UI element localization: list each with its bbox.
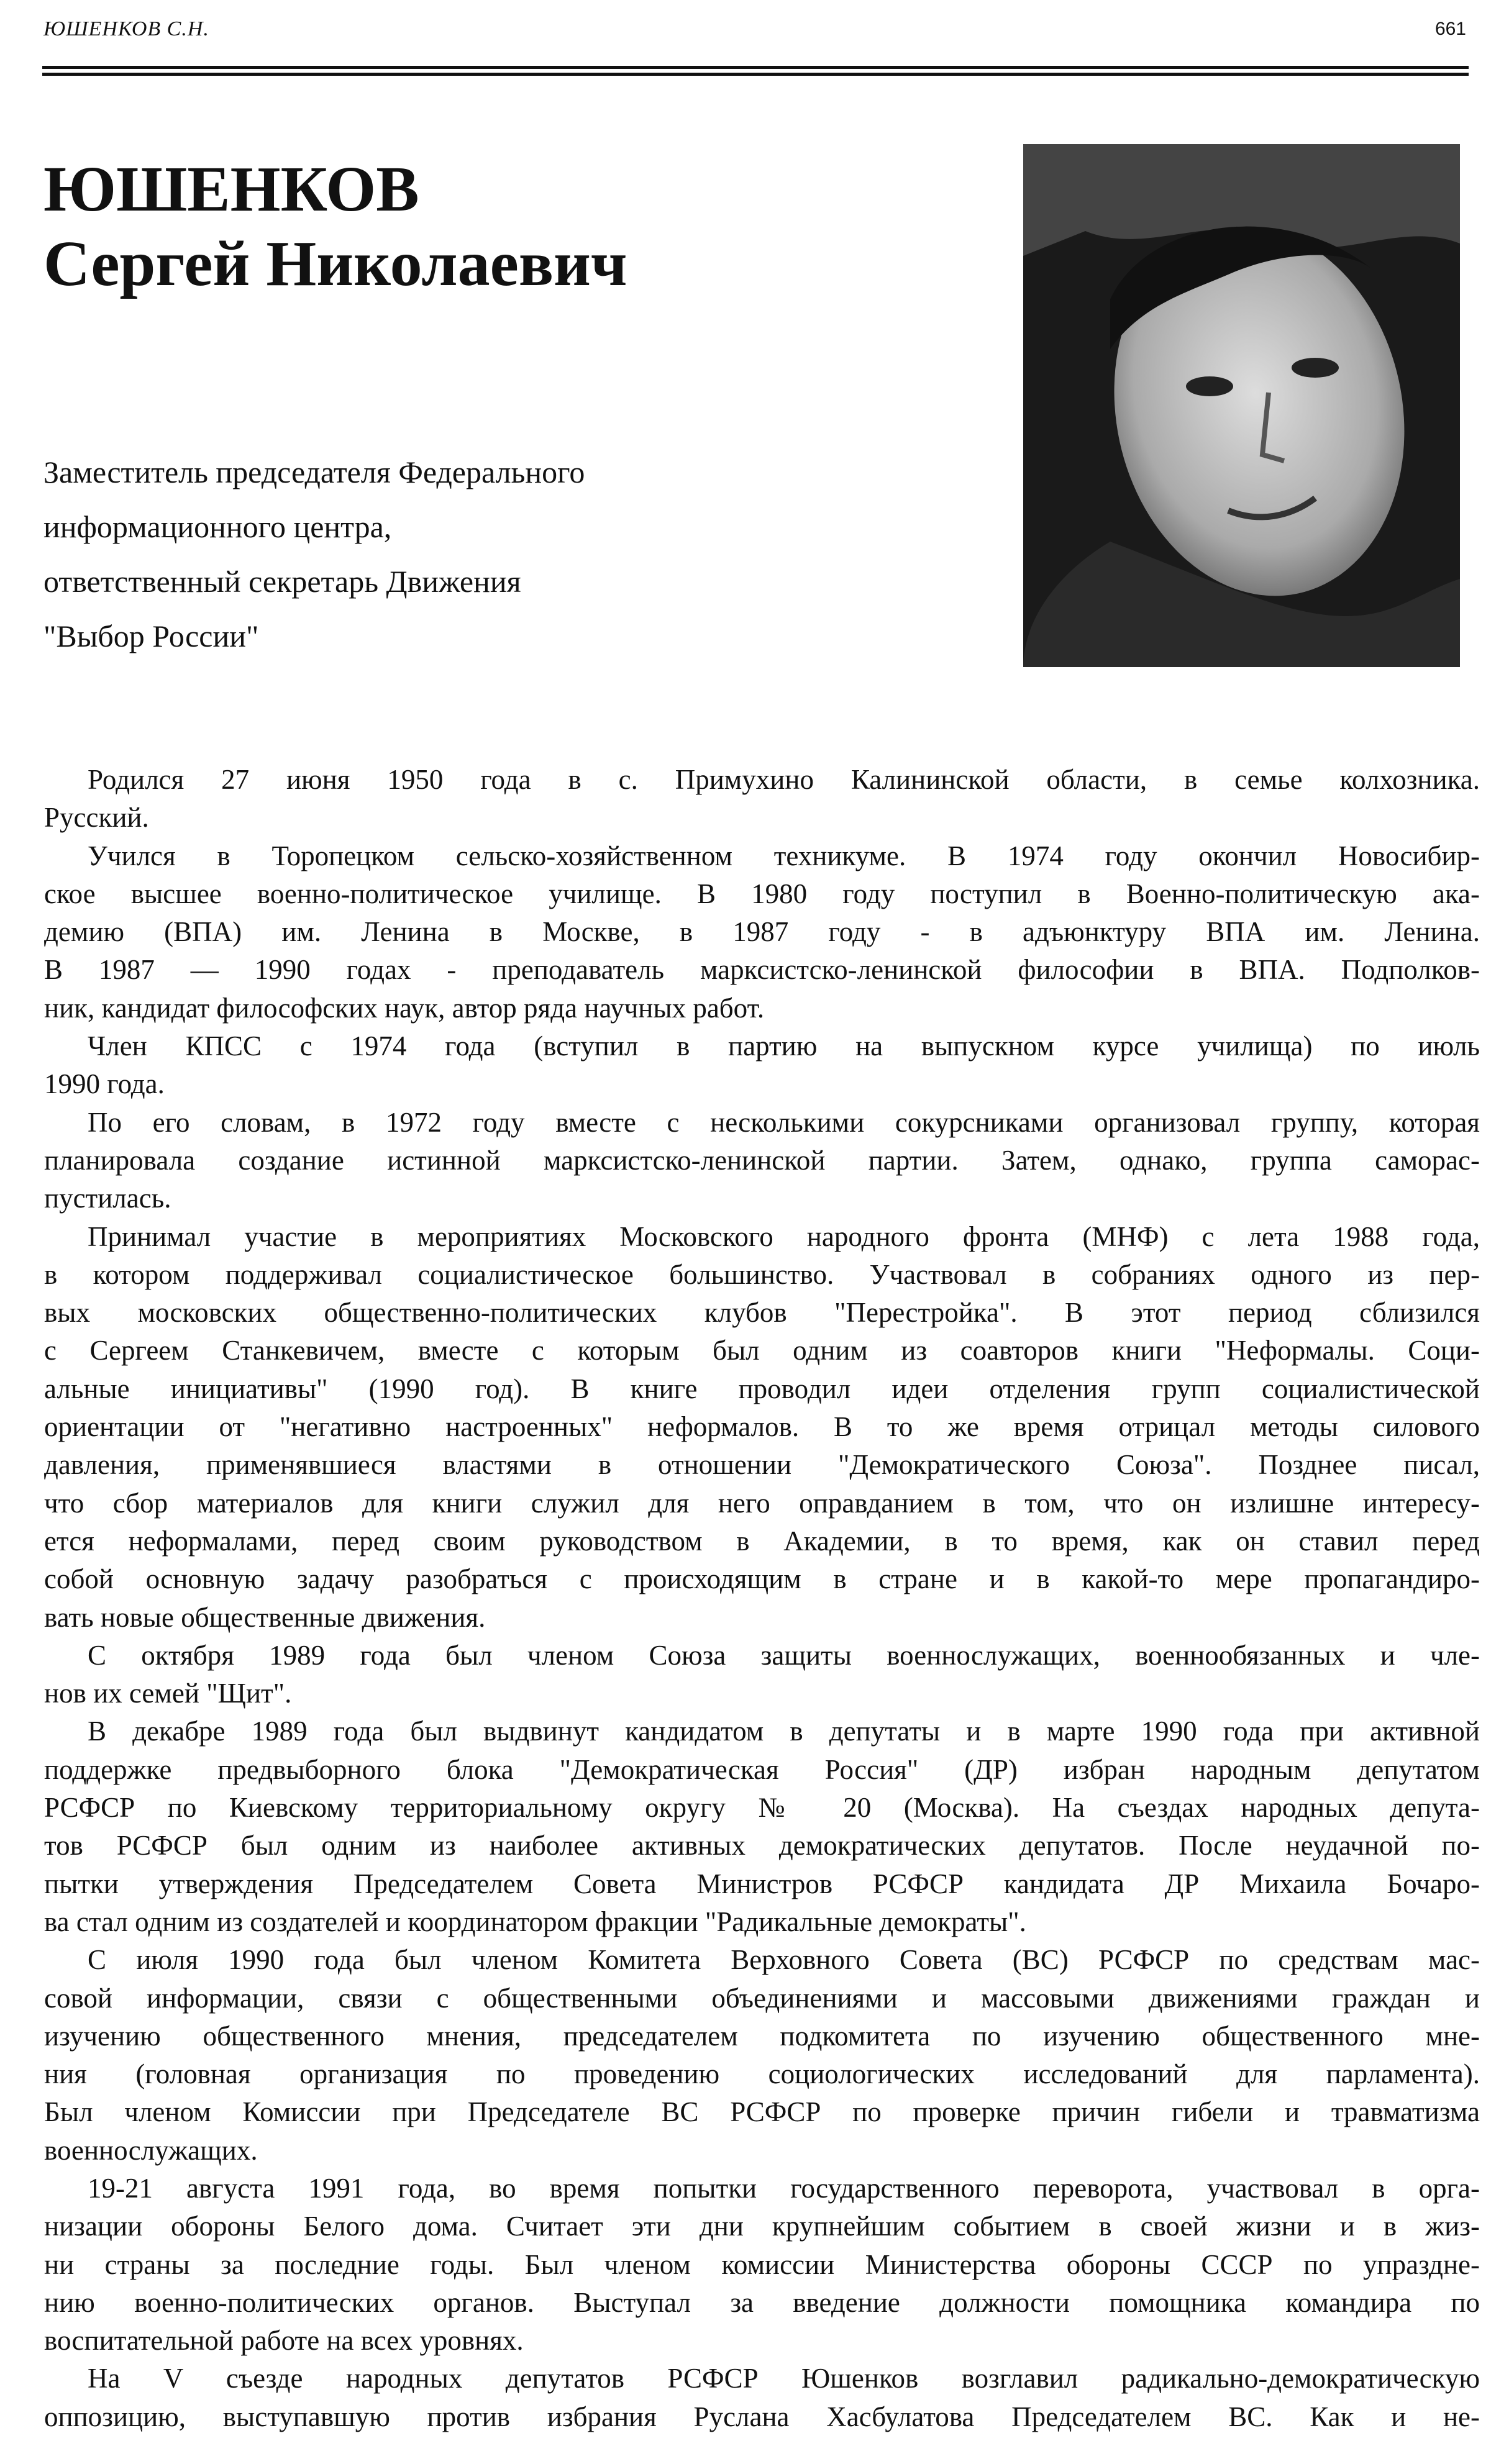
paragraph-line: РСФСР по Киевскому территориальному округу № 20 (Москва). На съездах народных депута- bbox=[44, 1792, 1480, 1824]
paragraph-line: Принимал участие в мероприятиях Московского народного фронта (МНФ) с лета 1988 года, bbox=[88, 1221, 1480, 1252]
paragraph-line: собой основную задачу разобраться с происходящим в стране и в какой-то мере пропагандиро- bbox=[44, 1563, 1480, 1595]
paragraph-line: ни страны за последние годы. Был членом комиссии Министерства обороны СССР по упраздне- bbox=[44, 2248, 1480, 2280]
header-rule bbox=[42, 73, 1469, 76]
paragraph-line: планировала создание истинной марксистско-ленинской партии. Затем, однако, группа саморас- bbox=[44, 1144, 1480, 1176]
paragraph-line: поддержке предвыборного блока "Демократическая Россия" (ДР) избран народным депутатом bbox=[44, 1753, 1480, 1785]
paragraph bbox=[44, 761, 1480, 837]
paragraph-line: оппозицию, выступавшую против избрания Руслана Хасбулатова Председателем ВС. Как и не- bbox=[44, 2401, 1480, 2432]
paragraph-line: тов РСФСР был одним из наиболее активных демократических депутатов. После неудачной по- bbox=[44, 1830, 1480, 1862]
paragraph-line: вать новые общественные движения. bbox=[44, 1601, 486, 1633]
paragraph bbox=[44, 1027, 1480, 1104]
subtitle-line: ответственный секретарь Движения bbox=[43, 564, 521, 599]
paragraph-line: Член КПСС с 1974 года (вступил в партию на выпускном курсе училища) по июль bbox=[88, 1030, 1480, 1062]
paragraph-line: изучению общественного мнения, председателем подкомитета по изучению общественного мне- bbox=[44, 2020, 1480, 2052]
paragraph-line: пустилась. bbox=[44, 1183, 171, 1214]
paragraph-line: демию (ВПА) им. Ленина в Москве, в 1987 году - в адъюнктуру ВПА им. Ленина. bbox=[44, 916, 1480, 948]
paragraph-line: В 1987 — 1990 годах - преподаватель марксистско-ленинской философии в ВПА. Подполков- bbox=[44, 954, 1480, 986]
paragraph bbox=[44, 1218, 1480, 1637]
header-rule bbox=[42, 66, 1469, 69]
paragraph-line: Родился 27 июня 1950 года в с. Примухино Калининской области, в семье колхозника. bbox=[88, 764, 1480, 795]
paragraph-line: альные инициативы" (1990 год). В книге проводил идеи отделения групп социалистической bbox=[44, 1373, 1480, 1404]
paragraph-line: Русский. bbox=[44, 802, 149, 834]
paragraph-line: ское высшее военно-политическое училище. В 1980 году поступил в Военно-политическую ака- bbox=[44, 878, 1480, 909]
paragraph bbox=[44, 1941, 1480, 2170]
paragraph-line: нию военно-политических органов. Выступал за введение должности помощника командира по bbox=[44, 2286, 1480, 2318]
paragraph-line: давления, применявшиеся властями в отношении "Демократического Союза". Позднее писал, bbox=[44, 1449, 1480, 1481]
paragraph bbox=[44, 837, 1480, 1027]
paragraph-line: совой информации, связи с общественными объединениями и массовыми движениями граждан и bbox=[44, 1982, 1480, 2014]
paragraph-line: Учился в Торопецком сельско-хозяйственном техникуме. В 1974 году окончил Новосибир- bbox=[88, 840, 1480, 871]
paragraph bbox=[44, 2170, 1480, 2360]
paragraph-line: военнослужащих. bbox=[44, 2134, 258, 2166]
running-header: ЮШЕНКОВ С.Н. bbox=[43, 17, 209, 40]
subtitle-line: информационного центра, bbox=[43, 509, 392, 544]
paragraph-line: Был членом Комиссии при Председателе ВС РСФСР по проверке причин гибели и травматизма bbox=[44, 2096, 1480, 2128]
paragraph-line: ориентации от "негативно настроенных" неформалов. В то же время отрицал методы силового bbox=[44, 1411, 1480, 1443]
paragraph-line: С октября 1989 года был членом Союза защиты военнослужащих, военнообязанных и чле- bbox=[88, 1639, 1480, 1671]
paragraph-line: вых московских общественно-политических клубов "Перестройка". В этот период сблизился bbox=[44, 1297, 1480, 1329]
paragraph-line: ва стал одним из создателей и координатором фракции "Радикальные демократы". bbox=[44, 1906, 1026, 1937]
page-number: 661 bbox=[1434, 19, 1466, 39]
paragraph-line: На V съезде народных депутатов РСФСР Юшенков возглавил радикально-демократическую bbox=[88, 2363, 1480, 2394]
subtitle-line: Заместитель председателя Федерального bbox=[43, 455, 585, 489]
paragraph bbox=[44, 1637, 1480, 1713]
title-surname: ЮШЕНКОВ bbox=[43, 153, 419, 225]
paragraph-line: ния (головная организация по проведению социологических исследований для парламента). bbox=[44, 2058, 1480, 2090]
position-description bbox=[43, 445, 585, 663]
paragraph bbox=[44, 2360, 1480, 2436]
paragraph-line: воспитательной работе на всех уровнях. bbox=[44, 2325, 524, 2357]
page-title bbox=[43, 152, 627, 301]
paragraph-line: с Сергеем Станкевичем, вместе с которым был одним из соавторов книги "Неформалы. Соци- bbox=[44, 1335, 1480, 1366]
paragraph-line: По его словам, в 1972 году вместе с несколькими сокурсниками организовал группу, которая bbox=[88, 1106, 1480, 1138]
paragraph-line: в котором поддерживал социалистическое большинство. Участвовал в собраниях одного из пер- bbox=[44, 1258, 1480, 1290]
paragraph-line: пытки утверждения Председателем Совета Министров РСФСР кандидата ДР Михаила Бочаро- bbox=[44, 1868, 1480, 1899]
paragraph-line: что сбор материалов для книги служил для него оправданием в том, что он излишне интересу- bbox=[44, 1487, 1480, 1519]
title-given-names: Сергей Николаевич bbox=[43, 228, 627, 299]
article-body bbox=[44, 761, 1480, 2436]
paragraph-line: ник, кандидат философских наук, автор ряда научных работ. bbox=[44, 992, 765, 1024]
paragraph-line: низации обороны Белого дома. Считает эти дни крупнейшим событием в своей жизни и в жиз- bbox=[44, 2211, 1480, 2242]
paragraph-line: ется неформалами, перед своим руководством в Академии, в то время, как он ставил перед bbox=[44, 1525, 1480, 1557]
paragraph-line: 1990 года. bbox=[44, 1068, 165, 1100]
paragraph bbox=[44, 1712, 1480, 1941]
paragraph-line: С июля 1990 года был членом Комитета Верховного Совета (ВС) РСФСР по средствам мас- bbox=[88, 1944, 1480, 1976]
paragraph-line: нов их семей "Щит". bbox=[44, 1678, 292, 1709]
paragraph-line: В декабре 1989 года был выдвинут кандидатом в депутаты и в марте 1990 года при активной bbox=[88, 1716, 1480, 1747]
subtitle-line: "Выбор России" bbox=[43, 619, 259, 653]
paragraph bbox=[44, 1104, 1480, 1218]
portrait-photo bbox=[1023, 144, 1460, 667]
paragraph-line: 19-21 августа 1991 года, во время попытки государственного переворота, участвовал в орга- bbox=[88, 2172, 1480, 2204]
